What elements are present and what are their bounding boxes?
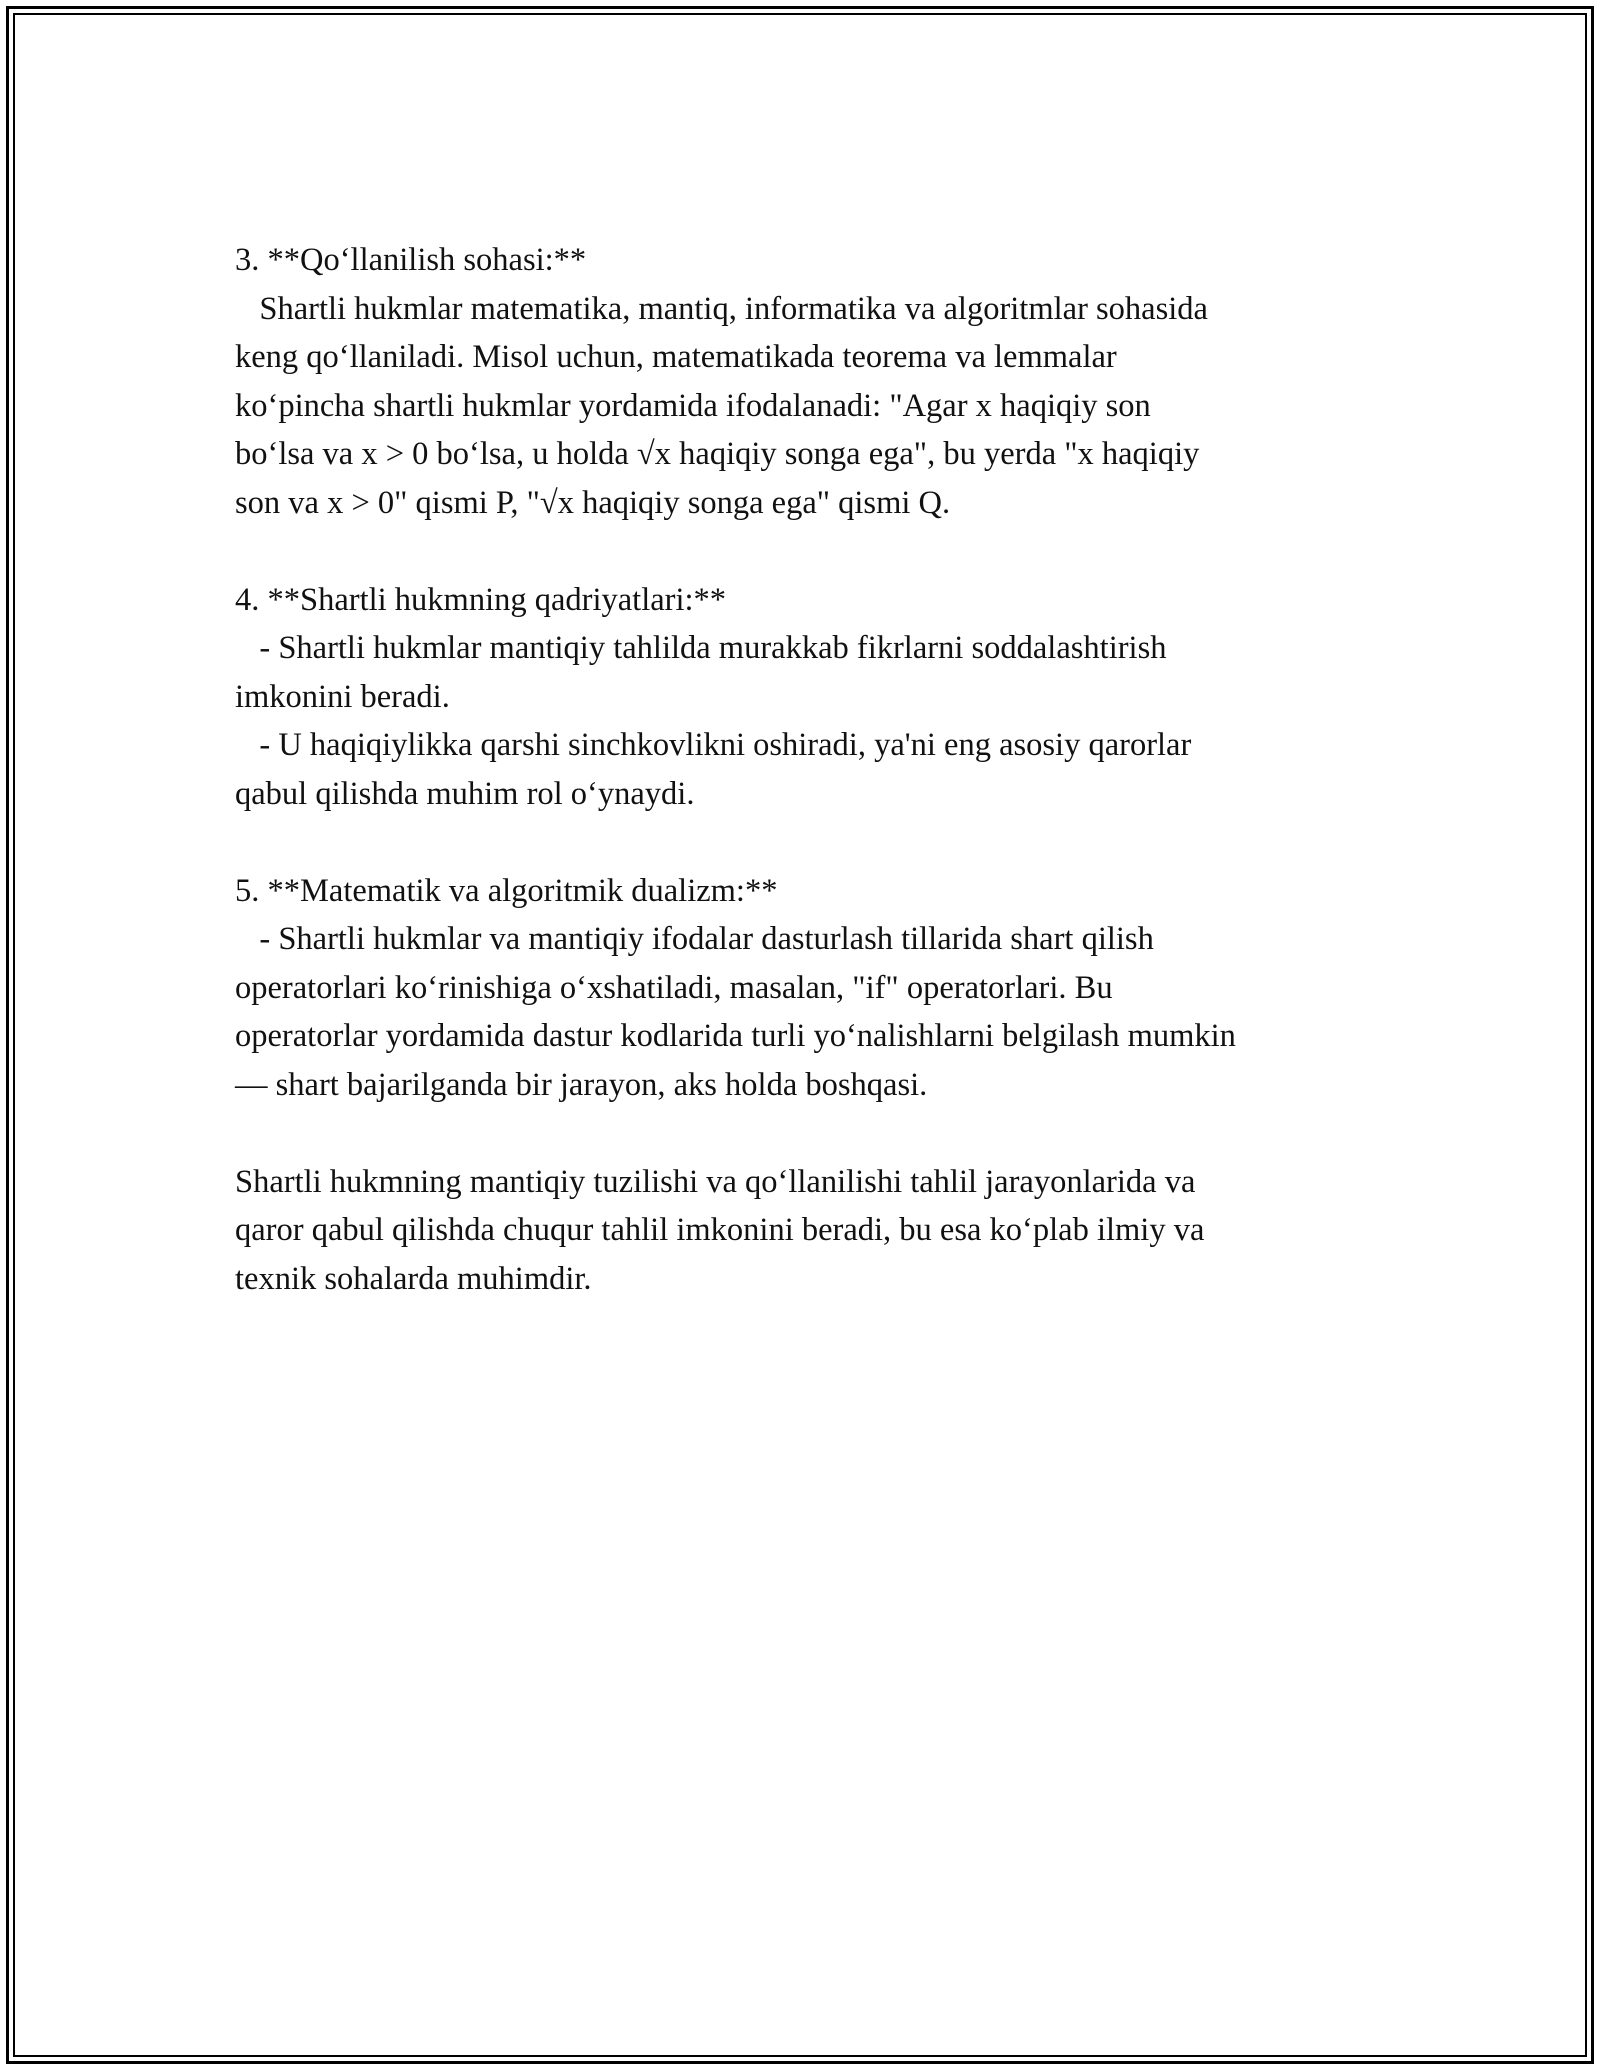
section-4-line: - U haqiqiylikka qarshi sinchkovlikni oshiradi, ya'ni eng asosiy qarorlar xyxy=(235,727,1192,763)
section-3-line: son va x > 0" qismi P, "√x haqiqiy songa ega" qismi Q. xyxy=(235,484,951,521)
section-3-line: ko‘pincha shartli hukmlar yordamida ifodalanadi: "Agar x haqiqiy son xyxy=(235,387,1151,424)
conclusion-line: Shartli hukmning mantiqiy tuzilishi va qo‘llanilishi tahlil jarayonlarida va xyxy=(235,1163,1196,1200)
paragraph-gap xyxy=(235,1109,1385,1158)
section-4-line: imkonini beradi. xyxy=(235,678,450,715)
paragraph-gap xyxy=(235,527,1385,576)
section-3-heading: 3. **Qo‘llanilish sohasi:** xyxy=(235,242,587,278)
paragraph-gap xyxy=(235,818,1385,867)
document-body xyxy=(235,236,1385,1303)
section-3-line: keng qo‘llaniladi. Misol uchun, matematikada teorema va lemmalar xyxy=(235,339,1117,375)
section-5-line: - Shartli hukmlar va mantiqiy ifodalar dasturlash tillarida shart qilish xyxy=(235,921,1154,957)
section-5-line: — shart bajarilganda bir jarayon, aks holda boshqasi. xyxy=(235,1066,928,1103)
section-5-line: operatorlari ko‘rinishiga o‘xshatiladi, masalan, "if" operatorlari. Bu xyxy=(235,969,1113,1006)
section-3-line: bo‘lsa va x > 0 bo‘lsa, u holda √x haqiqiy songa ega", bu yerda "x haqiqiy xyxy=(235,436,1200,472)
section-4-heading: 4. **Shartli hukmning qadriyatlari:** xyxy=(235,581,727,618)
section-5-heading: 5. **Matematik va algoritmik dualizm:** xyxy=(235,872,778,909)
conclusion-line: qaror qabul qilishda chuqur tahlil imkonini beradi, bu esa ko‘plab ilmiy va xyxy=(235,1212,1205,1248)
section-5-line: operatorlar yordamida dastur kodlarida turli yo‘nalishlarni belgilash mumkin xyxy=(235,1018,1236,1054)
conclusion-line: texnik sohalarda muhimdir. xyxy=(235,1260,592,1297)
section-4-line: - Shartli hukmlar mantiqiy tahlilda murakkab fikrlarni soddalashtirish xyxy=(235,630,1167,666)
section-3-line: Shartli hukmlar matematika, mantiq, informatika va algoritmlar sohasida xyxy=(235,290,1208,327)
section-4-line: qabul qilishda muhim rol o‘ynaydi. xyxy=(235,775,695,812)
